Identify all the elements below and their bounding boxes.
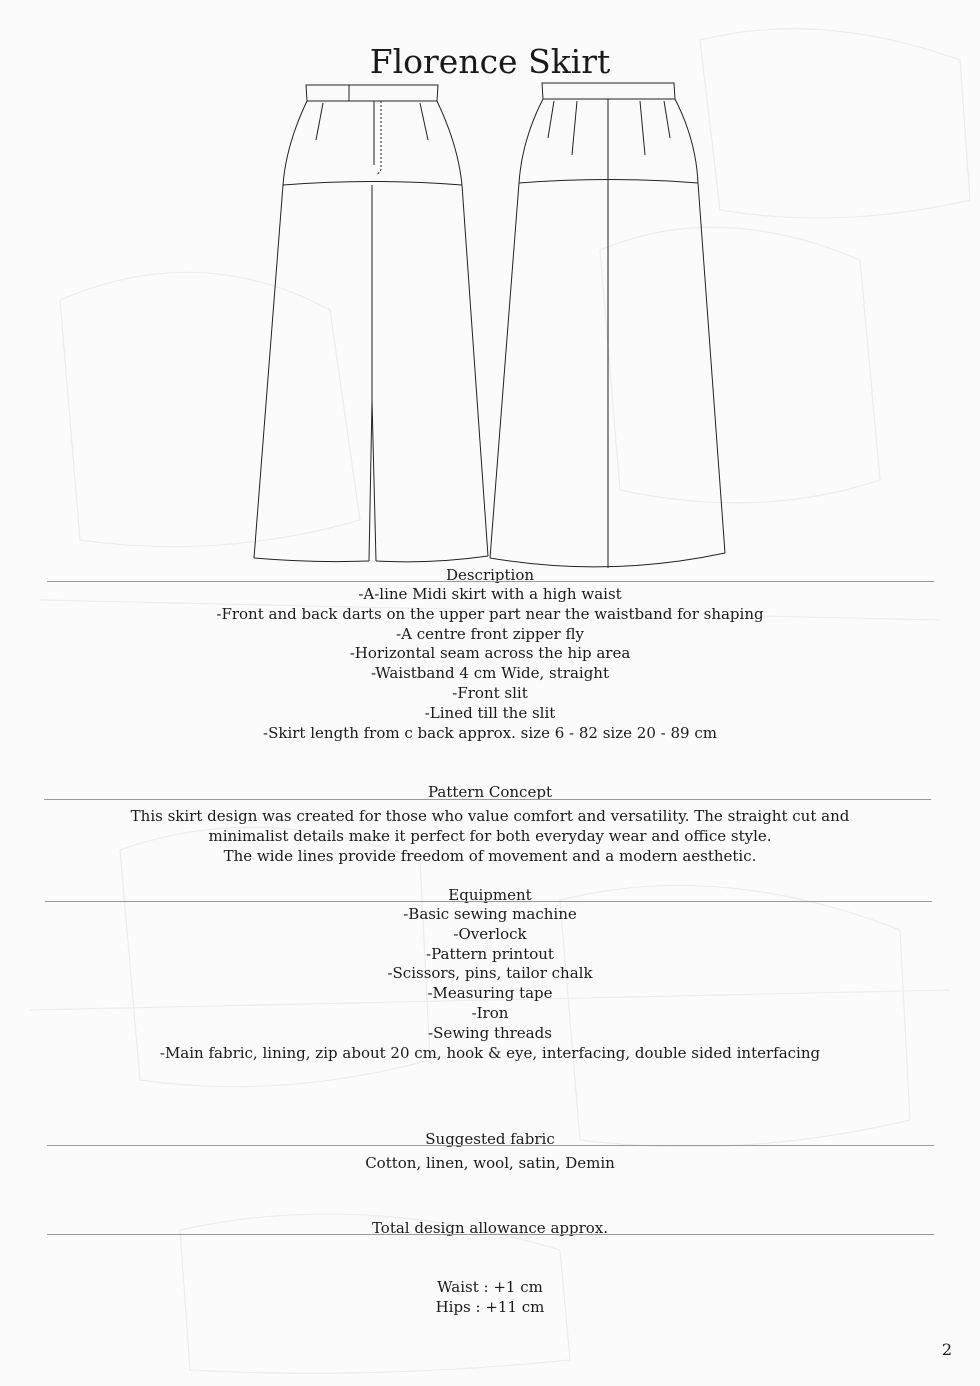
list-item: -Sewing threads	[428, 1023, 552, 1042]
pattern-concept-divider	[44, 799, 931, 800]
suggested-fabric-heading: Suggested fabric	[425, 1130, 555, 1148]
list-item: -Measuring tape	[427, 984, 553, 1003]
paragraph-line: The wide lines provide freedom of movement and a modern aesthetic.	[223, 846, 757, 865]
skirt-technical-sketch	[0, 0, 980, 600]
description-list	[0, 585, 980, 743]
list-item: -Waistband 4 cm Wide, straight	[370, 664, 609, 683]
equipment-divider	[45, 901, 932, 902]
list-item: -Basic sewing machine	[403, 905, 577, 923]
list-item: -A centre front zipper fly	[396, 624, 584, 643]
list-item: -Lined till the slit	[424, 703, 556, 722]
list-item: Waist : +1 cm	[437, 1278, 543, 1296]
pattern-concept-heading: Pattern Concept	[428, 783, 552, 801]
list-item: -Iron	[471, 1003, 509, 1022]
allowance-list	[0, 1278, 980, 1318]
list-item: -Pattern printout	[426, 944, 554, 963]
list-item: -Scissors, pins, tailor chalk	[387, 964, 593, 983]
list-item: -Main fabric, lining, zip about 20 cm, hook & eye, interfacing, double sided interfacing	[159, 1043, 821, 1062]
skirt-back-view	[490, 83, 725, 568]
equipment-heading: Equipment	[448, 886, 532, 904]
allowance-divider	[47, 1234, 934, 1235]
description-divider	[47, 581, 934, 582]
allowance-heading: Total design allowance approx.	[371, 1219, 609, 1237]
equipment-list	[0, 905, 980, 1063]
page-number: 2	[941, 1340, 952, 1359]
paragraph-line: minimalist details make it perfect for both everyday wear and office style.	[208, 826, 772, 845]
list-item: Hips : +11 cm	[435, 1297, 545, 1316]
skirt-front-view	[254, 85, 488, 562]
list-item: -A-line Midi skirt with a high waist	[358, 585, 622, 603]
list-item: -Overlock	[453, 924, 527, 943]
suggested-fabric-divider	[47, 1145, 934, 1146]
pattern-concept-text	[100, 807, 880, 866]
page-title: Florence Skirt	[369, 42, 611, 81]
description-heading: Description	[445, 566, 535, 584]
suggested-fabric-text: Cotton, linen, wool, satin, Demin	[365, 1154, 615, 1172]
list-item: -Front slit	[452, 683, 528, 702]
list-item: -Skirt length from c back approx. size 6 - 82 size 20 - 89 cm	[263, 723, 717, 742]
list-item: -Horizontal seam across the hip area	[349, 644, 631, 663]
paragraph-line: This skirt design was created for those who value comfort and versatility. The straight cut and	[130, 807, 850, 825]
list-item: -Front and back darts on the upper part near the waistband for shaping	[216, 604, 764, 623]
